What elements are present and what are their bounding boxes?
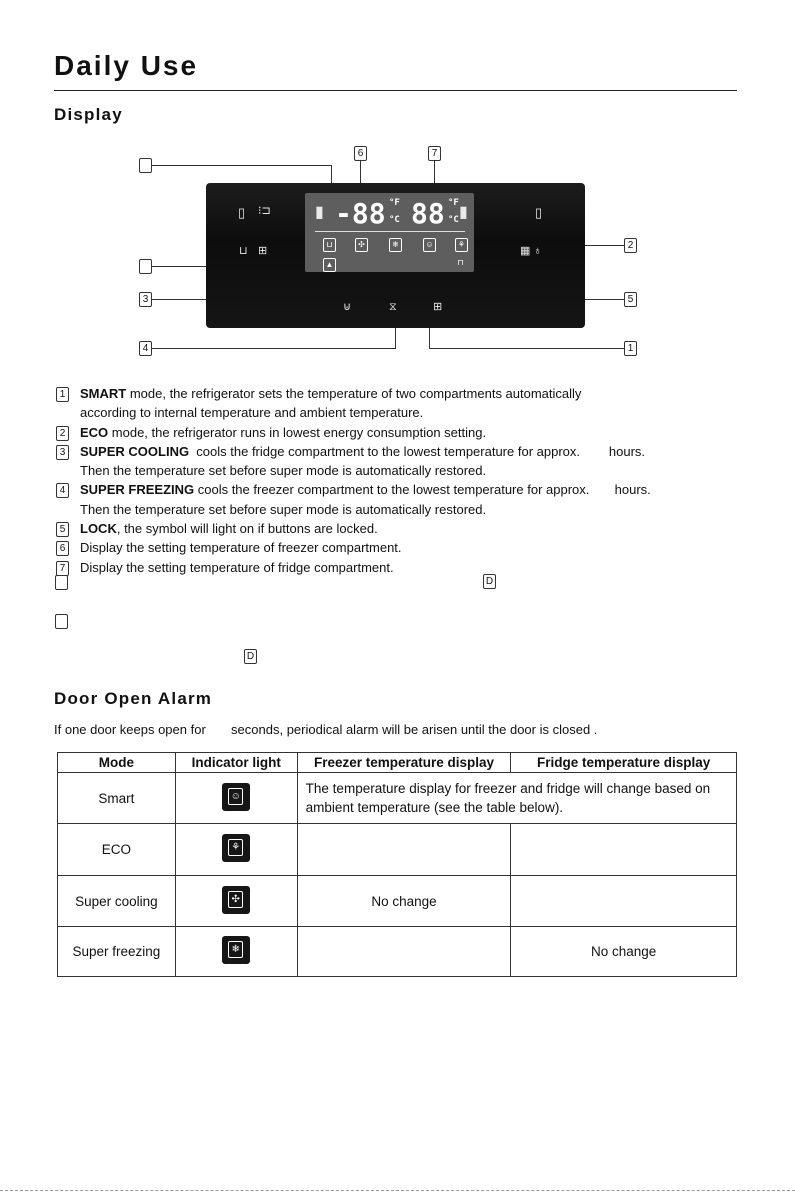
- legend-number-box: 2: [56, 426, 69, 441]
- legend-item: [54, 480, 774, 499]
- legend-number-box: 5: [56, 522, 69, 537]
- section-display-heading: Display: [54, 105, 123, 124]
- callout-box-d-1: D: [483, 574, 496, 589]
- leader-line: [152, 165, 332, 166]
- legend-number-box: 4: [56, 483, 69, 498]
- legend-description: cools the fridge compartment to the lowest temperature for approx. hours.: [189, 443, 646, 459]
- legend-text: [80, 519, 378, 538]
- leader-line: [429, 348, 624, 349]
- alarm-description: If one door keeps open for seconds, periodical alarm will be arisen until the door is closed .: [54, 722, 598, 737]
- legend-item: [54, 384, 774, 403]
- super-freezing-lcd-icon: ❄: [389, 238, 402, 252]
- mode-grid-icon: ▦ ♁: [520, 245, 542, 257]
- fridge-indicator-icon: ▮: [459, 204, 468, 221]
- callout-box-7: 7: [428, 146, 441, 161]
- callout-box-5: 5: [624, 292, 637, 307]
- ice-indicator-icon: ▲: [323, 258, 336, 272]
- legend-text: [80, 500, 486, 519]
- fridge-cell: [511, 876, 737, 927]
- callout-box-blank-c: [55, 575, 68, 590]
- legend-text: [80, 461, 486, 480]
- callout-box-1: 1: [624, 341, 637, 356]
- super-cooling-icon: ✣: [222, 886, 250, 914]
- smart-mode-icon: ☺: [222, 783, 250, 811]
- legend-description: mode, the refrigerator sets the temperature of two compartments automatically: [126, 386, 582, 401]
- freezer-cell: [297, 824, 511, 876]
- lcd-divider: [315, 231, 465, 232]
- legend-item: [54, 500, 774, 519]
- lcd-display: [305, 193, 474, 272]
- mode-cell: Super freezing: [58, 927, 176, 977]
- freezer-temp-digits: -88: [335, 197, 386, 230]
- title-divider: [54, 90, 737, 91]
- legend-text: [80, 384, 581, 403]
- header-freezer: Freezer temperature display: [297, 753, 511, 773]
- section-alarm-heading: Door Open Alarm: [54, 689, 213, 708]
- legend-keyword: ECO: [80, 424, 109, 440]
- legend-keyword: SUPER COOLING: [80, 443, 190, 459]
- legend-item: [54, 519, 774, 538]
- water-cup-icon: ⊔: [239, 245, 248, 257]
- table-row: [58, 824, 737, 876]
- header-indicator: Indicator light: [175, 753, 297, 773]
- legend-description: Then the temperature set before super mode is automatically restored.: [80, 463, 487, 479]
- freezer-button-icon: ⁝⊐: [258, 205, 271, 217]
- mode-cell: ECO: [58, 824, 176, 876]
- legend-number-box: 7: [56, 561, 69, 576]
- fridge-cell: [511, 824, 737, 876]
- smart-lcd-icon: ☺: [423, 238, 436, 252]
- fridge-cell: No change: [511, 927, 737, 977]
- callout-box-6: 6: [354, 146, 367, 161]
- callout-box-blank-a: [139, 158, 152, 173]
- callout-box-3: 3: [139, 292, 152, 307]
- callout-box-2: 2: [624, 238, 637, 253]
- legend-description: mode, the refrigerator runs in lowest energy consumption setting.: [108, 424, 487, 440]
- mode-cell: Super cooling: [58, 876, 176, 927]
- legend-item: [54, 442, 774, 461]
- freezer-door-icon: ▯: [238, 205, 246, 220]
- leader-line: [152, 348, 396, 349]
- table-row: [58, 773, 737, 824]
- legend-item: [54, 558, 774, 577]
- header-mode: Mode: [58, 753, 176, 773]
- legend-text: [80, 558, 394, 577]
- eco-lcd-icon: ⚘: [455, 238, 468, 252]
- fridge-temp-digits: 88: [411, 197, 445, 230]
- freezer-indicator-icon: ▮: [315, 204, 324, 221]
- legend-item: [54, 538, 774, 557]
- water-button-icon: ⊍: [343, 301, 352, 313]
- lock-lcd-icon: ⊓: [457, 258, 464, 267]
- super-freezing-icon: ❄: [222, 936, 250, 964]
- ice-crushed-icon: ⧖: [389, 301, 397, 313]
- freezer-cell: [297, 927, 511, 977]
- table-row: [58, 927, 737, 977]
- freezer-unit-f: °F: [389, 198, 400, 208]
- super-cooling-lcd-icon: ✣: [355, 238, 368, 252]
- eco-mode-icon: ⚘: [222, 834, 250, 862]
- header-fridge: Fridge temperature display: [511, 753, 737, 773]
- legend-text: [80, 442, 645, 461]
- mode-cell: Smart: [58, 773, 176, 824]
- legend-keyword: SUPER FREEZING: [80, 482, 195, 498]
- mode-table: [57, 752, 737, 977]
- legend-text: [80, 403, 423, 422]
- legend-text: [80, 538, 402, 557]
- legend-description: Display the setting temperature of fridge compartment.: [80, 559, 394, 575]
- legend-keyword: SMART: [80, 386, 127, 401]
- ice-cube-icon: ⊞: [433, 301, 443, 313]
- freezer-unit-c: °C: [389, 215, 400, 225]
- water-indicator-icon: ⊔: [323, 238, 336, 252]
- legend-item: [54, 403, 774, 422]
- legend-item: [54, 423, 774, 442]
- legend-description: Then the temperature set before super mode is automatically restored.: [80, 501, 487, 517]
- legend-keyword: LOCK: [80, 521, 117, 537]
- legend-number-box: 3: [56, 445, 69, 460]
- legend-item: [54, 461, 774, 480]
- legend-description: according to internal temperature and ambient temperature.: [80, 405, 424, 421]
- merged-display-cell: The temperature display for freezer and fridge will change based on ambient temperature (see the table below).: [297, 773, 736, 824]
- callout-box-blank-d: [55, 614, 68, 629]
- legend-text: [80, 480, 651, 499]
- legend-description: , the symbol will light on if buttons are locked.: [116, 521, 378, 537]
- callout-box-4: 4: [139, 341, 152, 356]
- fridge-unit-c: °C: [448, 215, 459, 225]
- table-row: [58, 876, 737, 927]
- callout-box-d-2: D: [244, 649, 257, 664]
- callout-box-blank-b: [139, 259, 152, 274]
- fridge-unit-f: °F: [448, 198, 459, 208]
- legend-number-box: 1: [56, 387, 69, 402]
- legend-text: [80, 423, 486, 442]
- legend-description: Display the setting temperature of freezer compartment.: [80, 540, 402, 556]
- legend-description: cools the freezer compartment to the lowest temperature for approx. hours.: [194, 482, 651, 498]
- freezer-cell: No change: [297, 876, 511, 927]
- legend-list: [54, 384, 774, 577]
- table-header-row: [58, 753, 737, 773]
- dispenser-icon: ⊞: [258, 245, 268, 257]
- fridge-door-icon: ▯: [535, 205, 543, 220]
- page-title: Daily Use: [54, 50, 199, 81]
- legend-number-box: 6: [56, 541, 69, 556]
